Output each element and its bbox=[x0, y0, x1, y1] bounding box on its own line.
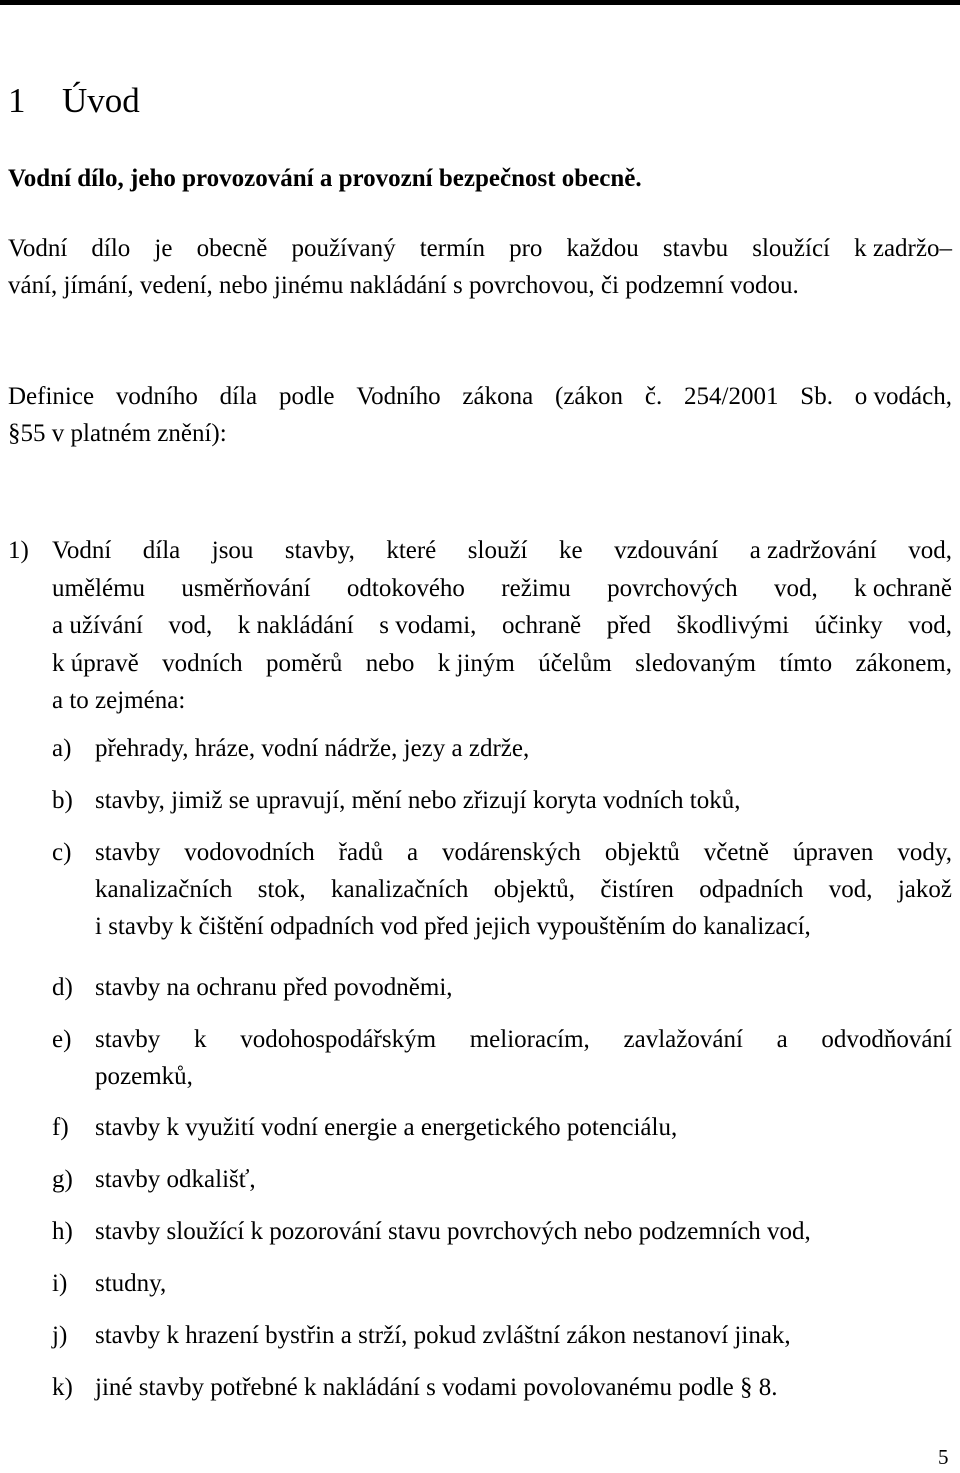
word: jsou bbox=[211, 537, 254, 564]
word: vod, bbox=[908, 612, 952, 639]
word: slouží bbox=[467, 537, 528, 564]
word: pro bbox=[509, 235, 543, 262]
list-item-label: e) bbox=[52, 1026, 72, 1053]
word: vod, bbox=[168, 612, 213, 639]
list-item-label: d) bbox=[52, 974, 73, 1001]
law-line bbox=[52, 607, 952, 645]
list-item bbox=[52, 1265, 952, 1302]
list-item-line: pozemků, bbox=[95, 1063, 193, 1090]
definition-line-1 bbox=[8, 378, 952, 415]
word: stavbu bbox=[662, 235, 729, 262]
intro-line-1 bbox=[8, 230, 952, 267]
word: Definice bbox=[8, 383, 95, 410]
word: o vodách, bbox=[854, 383, 952, 410]
word: které bbox=[386, 537, 437, 564]
word: Sb. bbox=[800, 383, 833, 410]
word: č. bbox=[644, 383, 663, 410]
word: před bbox=[606, 612, 652, 639]
list-item-label: i) bbox=[52, 1270, 68, 1297]
word: 254/2001 bbox=[684, 383, 779, 410]
list-item-line: studny, bbox=[95, 1270, 167, 1297]
chapter-title bbox=[8, 78, 140, 124]
list-item bbox=[52, 834, 952, 945]
word: podle bbox=[278, 383, 335, 410]
list-item-line: přehrady, hráze, vodní nádrže, jezy a zdrže, bbox=[95, 735, 530, 762]
list-item-label: k) bbox=[52, 1374, 73, 1401]
word: díla bbox=[219, 383, 258, 410]
list-item bbox=[52, 969, 952, 1006]
law-line bbox=[52, 645, 952, 683]
list-item bbox=[52, 1109, 952, 1146]
word: sledovaným bbox=[635, 649, 756, 677]
list-item-text bbox=[95, 1109, 952, 1146]
list-item-line: stavby k vodohospodářským melioracím, zavlažování a odvodňování bbox=[95, 1026, 952, 1053]
list-item-line: stavby na ochranu před povodněmi, bbox=[95, 974, 453, 1001]
list-item-label: h) bbox=[52, 1218, 73, 1245]
list-item bbox=[52, 1317, 952, 1354]
word: obecně bbox=[196, 235, 268, 262]
word: je bbox=[154, 235, 173, 262]
list-item-label: j) bbox=[52, 1322, 68, 1349]
law-line: a to zejména: bbox=[52, 687, 186, 714]
law-paragraph-body bbox=[52, 532, 952, 720]
list-item-text bbox=[95, 1265, 952, 1302]
law-line bbox=[52, 570, 952, 608]
word: umělému bbox=[52, 574, 146, 602]
list-item-line: jiné stavby potřebné k nakládání s vodami povolovanému podle § 8. bbox=[95, 1374, 778, 1401]
word: k ochraně bbox=[854, 574, 952, 602]
word: k jiným bbox=[437, 649, 515, 677]
list-item-text bbox=[95, 1213, 952, 1250]
list-item-text bbox=[95, 1021, 952, 1095]
word: Vodní bbox=[52, 537, 112, 564]
word: díla bbox=[142, 537, 181, 564]
word: nebo bbox=[365, 649, 415, 677]
word: používaný bbox=[291, 235, 396, 262]
word: každou bbox=[566, 235, 639, 262]
word: usměrňování bbox=[181, 574, 311, 602]
law-paragraph-number: 1) bbox=[8, 537, 29, 564]
list-item-text bbox=[95, 969, 952, 1006]
word: dílo bbox=[91, 235, 131, 262]
word: k nakládání bbox=[237, 612, 354, 639]
word: stavby, bbox=[284, 537, 355, 564]
list-item-line: stavby, jimiž se upravují, mění nebo zřizují koryta vodních toků, bbox=[95, 787, 741, 814]
word: a užívání bbox=[52, 612, 143, 639]
word: zákonem, bbox=[855, 649, 952, 677]
word: (zákon bbox=[555, 383, 624, 410]
word: účinky bbox=[814, 612, 883, 639]
definition-line-2: §55 v platném znění): bbox=[8, 420, 227, 447]
word: k zadržo– bbox=[854, 235, 952, 262]
word: vod, bbox=[773, 574, 818, 602]
section-subtitle: Vodní dílo, jeho provozování a provozní bezpečnost obecně. bbox=[8, 165, 642, 192]
word: ochraně bbox=[501, 612, 582, 639]
list-item-line: stavby odkališť, bbox=[95, 1166, 256, 1193]
list-item-label: g) bbox=[52, 1166, 73, 1193]
list-item bbox=[52, 782, 952, 819]
chapter-number: 1 bbox=[8, 81, 26, 120]
word: účelům bbox=[538, 649, 612, 677]
law-line bbox=[52, 532, 952, 570]
list-item-line: i stavby k čištění odpadních vod před jejich vypouštěním do kanalizací, bbox=[95, 913, 811, 940]
list-item-line: stavby vodovodních řadů a vodárenských objektů včetně úpraven vody, bbox=[95, 839, 952, 866]
word: povrchových bbox=[607, 574, 738, 602]
chapter-title-text: Úvod bbox=[62, 81, 140, 120]
list-item-line: stavby k využití vodní energie a energetického potenciálu, bbox=[95, 1114, 678, 1141]
list-item-label: f) bbox=[52, 1114, 69, 1141]
top-rule bbox=[0, 0, 960, 5]
list-item-text bbox=[95, 782, 952, 819]
word: vzdouvání bbox=[614, 537, 719, 564]
list-item-line: kanalizačních stok, kanalizačních objektů, čistíren odpadních vod, jakož bbox=[95, 876, 952, 903]
list-item bbox=[52, 1161, 952, 1198]
word: zákona bbox=[462, 383, 534, 410]
definition-paragraph bbox=[8, 378, 952, 452]
list-item-line: stavby k hrazení bystřin a strží, pokud zvláštní zákon nestanoví jinak, bbox=[95, 1322, 791, 1349]
word: odtokového bbox=[346, 574, 465, 602]
word: vodních bbox=[162, 649, 243, 677]
word: a zadržování bbox=[749, 537, 877, 564]
list-item bbox=[52, 730, 952, 767]
word: vod, bbox=[908, 537, 952, 564]
list-item-text bbox=[95, 1161, 952, 1198]
list-item-line: stavby sloužící k pozorování stavu povrchových nebo podzemních vod, bbox=[95, 1218, 811, 1245]
law-paragraph bbox=[8, 532, 952, 720]
list-item-label: c) bbox=[52, 839, 72, 866]
word: sloužící bbox=[752, 235, 830, 262]
word: vodního bbox=[115, 383, 198, 410]
list-item bbox=[52, 1369, 952, 1406]
word: s vodami, bbox=[379, 612, 477, 639]
word: tímto bbox=[779, 649, 833, 677]
word: režimu bbox=[501, 574, 571, 602]
intro-line-2: vání, jímání, vedení, nebo jinému nakládání s povrchovou, či podzemní vodou. bbox=[8, 272, 799, 299]
word: Vodního bbox=[356, 383, 441, 410]
list-item bbox=[52, 1213, 952, 1250]
word: poměrů bbox=[266, 649, 343, 677]
word: Vodní bbox=[8, 235, 68, 262]
intro-paragraph bbox=[8, 230, 952, 304]
word: k úpravě bbox=[52, 649, 139, 677]
word: škodlivými bbox=[676, 612, 790, 639]
list-item-text bbox=[95, 834, 952, 945]
page-number: 5 bbox=[938, 1445, 949, 1469]
list-item-text bbox=[95, 1317, 952, 1354]
list-item bbox=[52, 1021, 952, 1095]
word: termín bbox=[419, 235, 485, 262]
list-item-label: b) bbox=[52, 787, 73, 814]
list-item-text bbox=[95, 730, 952, 767]
list-item-label: a) bbox=[52, 735, 72, 762]
word: ke bbox=[558, 537, 583, 564]
list-item-text bbox=[95, 1369, 952, 1406]
